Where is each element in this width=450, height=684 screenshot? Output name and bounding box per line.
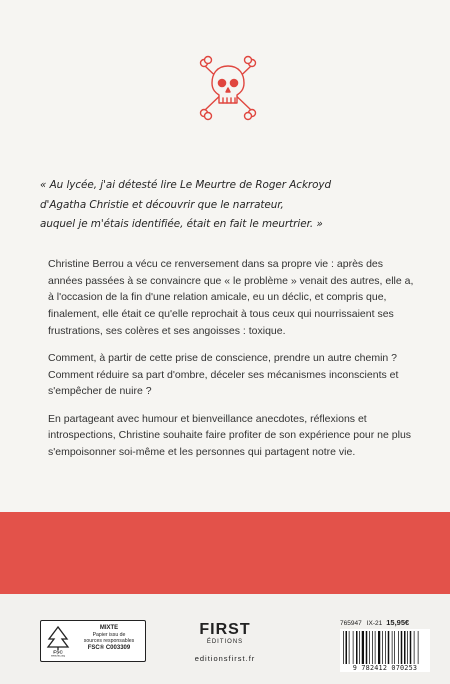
barcode-bar: [410, 631, 412, 664]
barcode-bar: [362, 631, 364, 664]
barcode-bar: [407, 631, 408, 664]
price: 15,95€: [386, 618, 410, 627]
fsc-line-1: Papier issu de: [92, 631, 126, 638]
barcode-bar: [356, 631, 358, 664]
barcode-bar: [404, 631, 406, 664]
fsc-text: [75, 625, 143, 651]
barcode-bar: [401, 631, 403, 664]
quote-line-2: d'Agatha Christie et découvrir que le narrateur,: [40, 198, 284, 211]
red-band: [0, 512, 450, 594]
barcode-bar: [343, 631, 344, 664]
publisher-editions: ÉDITIONS: [206, 639, 244, 645]
blurb-paragraph-2: Comment, à partir de cette prise de conscience, prendre un autre chemin ? Comment réduire sa part d'ombre, déceler ses mécanismes inconscients et s'empêcher de nuire ?: [48, 352, 399, 398]
barcode-icon: [340, 629, 430, 665]
barcode-block: [340, 618, 430, 676]
fsc-code: FSC® C003309: [87, 644, 131, 651]
blurb-paragraph-3: En partageant avec humour et bienveillance anecdotes, réflexions et introspections, Christine souhaite faire profiter de son expérience pour ne plus s'empoisonner soi-même et les personnes qui partagent notre vie.: [48, 412, 412, 459]
barcode-bar: [382, 631, 383, 664]
publisher-website: editionsfirst.fr: [194, 654, 256, 663]
publisher-name: FIRST: [199, 621, 251, 638]
fsc-site: www.fsc.org: [51, 654, 65, 657]
barcode-code: IX-21: [366, 620, 383, 627]
barcode-bar: [353, 631, 354, 664]
fsc-tree-icon: [45, 625, 71, 657]
barcode-bar: [394, 631, 395, 664]
fsc-mixte: MIXTE: [99, 625, 119, 631]
publisher-logo: [178, 622, 272, 663]
quote-line-1: [40, 176, 412, 196]
barcode-bar: [378, 631, 380, 664]
barcode-bar: [366, 631, 368, 664]
blurb: [48, 256, 414, 471]
barcode-bar: [418, 631, 419, 664]
barcode-bar: [392, 631, 393, 664]
barcode-ref: 765947: [340, 620, 362, 627]
isbn-number: 9 782412 070253: [340, 664, 430, 672]
barcode-bar: [359, 631, 360, 664]
barcode-bar: [375, 631, 376, 664]
skull-crossbones-icon: [197, 52, 259, 122]
barcode-bar: [414, 631, 415, 664]
barcode-bar: [349, 631, 350, 664]
barcode-bar: [346, 631, 348, 664]
pull-quote: [40, 176, 412, 235]
barcode-bar: [372, 631, 373, 664]
quote-book-title: Le Meurtre de Roger Ackroyd: [180, 179, 332, 191]
barcode-bar: [398, 631, 399, 664]
quote-open: « Au lycée, j'ai détesté lire: [40, 179, 181, 191]
barcode-bar: [385, 631, 386, 664]
fsc-line-2: sources responsables: [83, 638, 135, 645]
barcode-bar: [388, 631, 390, 664]
quote-line-3: auquel je m'étais identifiée, était en fait le meurtrier. »: [40, 218, 323, 230]
fsc-logo-text: FSC: [53, 650, 63, 656]
blurb-paragraph-1: Christine Berrou a vécu ce renversement dans sa propre vie : après des années passées à se convaincre que « le problème » venait des autres, elle a, à l'occasion de la fin d'une relation amicale, eu un déclic, et compris que, finalement, elle était ce qu'elle reprochait à tous ceux qui nourrissaient ses frustrations, ses colères et ses angoisses : toxique.: [48, 258, 414, 337]
barcode-bar: [369, 631, 370, 664]
fsc-label: [40, 620, 146, 662]
barcode-header: [340, 618, 430, 627]
